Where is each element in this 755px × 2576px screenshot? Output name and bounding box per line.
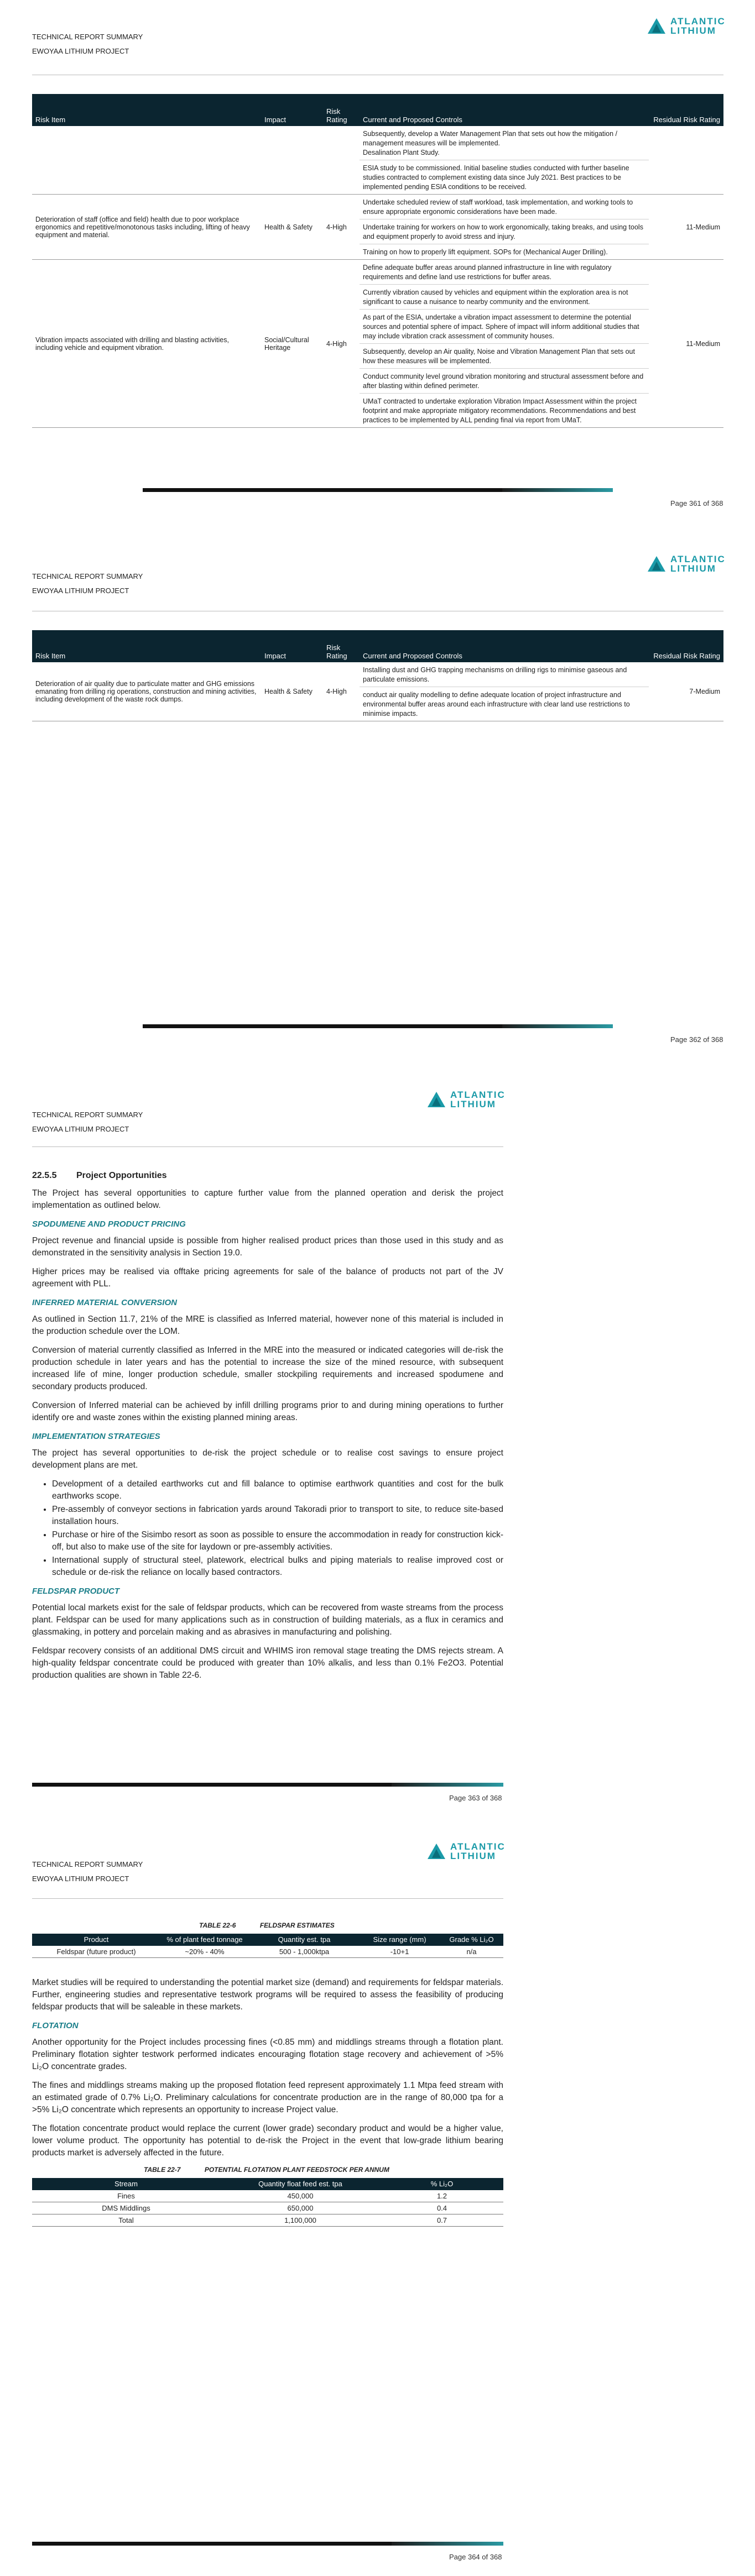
header-project: EWOYAA LITHIUM PROJECT [32, 1125, 129, 1133]
residual-cell: 7-Medium [649, 662, 723, 721]
page-362 [0, 531, 755, 1061]
rating-cell: 4-High [323, 260, 360, 428]
page-number: Page 364 of 368 [449, 2553, 502, 2561]
col-controls: Current and Proposed Controls [360, 630, 649, 662]
control-item: ESIA study to be commissioned. Initial baseline studies conducted with further baseline studies contracted to complement existing data since July 2021. Best practices to be implemented pending ESIA conditions to be received. [363, 164, 629, 191]
col-residual-rating: Residual Risk Rating [649, 630, 723, 662]
company-logo: ATLANTIC LITHIUM [647, 17, 726, 35]
col-impact: Impact [261, 94, 323, 126]
company-logo: ATLANTIC LITHIUM [427, 1090, 506, 1109]
impact-cell: Health & Safety [261, 195, 323, 260]
footer-bar [143, 1024, 613, 1028]
report-header [32, 1108, 143, 1137]
report-body [32, 1977, 503, 2166]
subheading: FELDSPAR PRODUCT [32, 1587, 120, 1596]
paragraph: Market studies will be required to understanding the potential market size (demand) and requirements for feldspar materials. Further, engineering studies and representative testwork programs will be required to assess the feasibility of producing feldspar products that will be saleable in these markets. [32, 1978, 503, 2012]
paragraph: As outlined in Section 11.7, 21% of the MRE is classified as Inferred material, however none of this material is included in the production schedule over the LOM. [32, 1315, 503, 1336]
col-quantity: Quantity est. tpa [249, 1934, 360, 1946]
impact-cell: Health & Safety [261, 662, 323, 721]
col-size: Size range (mm) [360, 1934, 440, 1946]
control-item: Currently vibration caused by vehicles and equipment within the exploration area is not significant to cause a nuisance to nearby community and the environment. [360, 285, 649, 310]
list-item: • Development of a detailed earthworks cut and fill balance to optimise earthwork quantities and cost for the bulk earthworks scope. [52, 1478, 503, 1502]
subheading: FLOTATION [32, 2021, 79, 2030]
table-row: DMS Middlings 650,000 0.4 [32, 2202, 503, 2214]
header-title: TECHNICAL REPORT SUMMARY [32, 1111, 143, 1119]
caption-title: FELDSPAR ESTIMATES [259, 1921, 335, 1929]
control-item: Undertake scheduled review of staff workload, task implementation, and working tools to ensure appropriate ergonomic considerations have been made. [360, 195, 649, 219]
table-row: Fines 450,000 1.2 [32, 2190, 503, 2202]
control-item: Undertake training for workers on how to work ergonomically, taking breaks, and using tools and equipment properly to avoid stress and injury. [360, 219, 649, 244]
list-item: • Purchase or hire of the Sisimbo resort as soon as possible to ensure the accommodation in ready for construction kick-off, but also to make use of the site for laydown or pre-assembly activities. [52, 1529, 503, 1553]
rating-cell: 4-High [323, 662, 360, 721]
impact-cell [261, 126, 323, 195]
paragraph: Higher prices may be realised via offtake pricing agreements for sale of the balance of products not part of the JV agreement with PLL. [32, 1267, 503, 1289]
table-row [32, 260, 723, 428]
control-item: Define adequate buffer areas around planned infrastructure in line with regulatory requirements and define land use restrictions for buffer areas. [360, 260, 649, 285]
risk-table [32, 94, 723, 428]
table-row [32, 662, 723, 721]
page-number: Page 362 of 368 [670, 1035, 723, 1044]
control-item: UMaT contracted to undertake exploration Vibration Impact Assessment within the project footprint and make appropriate mitigatory recommendations. Recommendations and best practices to be implemented by ALL pending final via report from UMaT. [363, 397, 637, 424]
impact-cell: Social/Cultural Heritage [261, 260, 323, 428]
control-item: Training on how to properly lift equipment. SOPs for (Mechanical Auger Drilling). [363, 248, 608, 256]
risk-item-cell: Deterioration of staff (office and field) health due to poor workplace ergonomics and repetitive/monotonous tasks including, lifting of heavy equipment and material. [32, 195, 261, 260]
logo-triangle-icon [427, 1091, 446, 1108]
col-quantity: Quantity float feed est. tpa [220, 2178, 381, 2190]
report-header [32, 1857, 143, 1886]
list-item: • International supply of structural steel, platework, electrical bulks and piping materials to realise improved cost or schedule or de-risk the reliance on locally based contractors. [52, 1554, 503, 1579]
col-risk-rating: Risk Rating [323, 94, 360, 126]
paragraph: Conversion of Inferred material can be achieved by infill drilling programs prior to and during mining operations to further identify ore and waste zones within the existing planned mining areas. [32, 1401, 503, 1422]
table-row [32, 195, 723, 260]
residual-cell: 11-Medium [649, 195, 723, 260]
report-header [32, 569, 143, 598]
header-divider [32, 1898, 503, 1899]
section-heading [32, 1170, 503, 1182]
subheading: SPODUMENE AND PRODUCT PRICING [32, 1219, 186, 1229]
control-item: Subsequently, develop a Water Management Plan that sets out how the mitigation / management measures will be implemented. Desalination Plant Study. [360, 126, 649, 160]
paragraph: The project has several opportunities to de-risk the project schedule or to realise cost savings to ensure project development plans are met. [32, 1448, 503, 1470]
risk-table-header [32, 94, 723, 126]
controls-cell [360, 126, 649, 195]
risk-table-header [32, 630, 723, 662]
paragraph: The fines and middlings streams making up the proposed flotation feed represent approximately 1.1 Mtpa feed stream with an estimated grade of 0.7% Li₂O. Preliminary calculations for concentrate production are in the range of 80,000 tpa for a >5% Li₂O concentrate which represents an opportunity to increase Project value. [32, 2081, 503, 2114]
table-row: Feldspar (future product) ~20% - 40% 500 - 1,000ktpa -10+1 n/a [32, 1946, 503, 1958]
paragraph: The Project has several opportunities to capture further value from the planned operation and derisk the project implementation as outlined below. [32, 1188, 503, 1210]
flotation-table [32, 2178, 503, 2227]
paragraph: Feldspar recovery consists of an additional DMS circuit and WHIMS iron removal stage treating the DMS rejects stream. A high-quality feldspar concentrate could be produced with greater than 10% alkalis, and less than 0.1% Fe2O3. Potential production qualities are shown in Table 22-6. [32, 1646, 503, 1680]
report-body [32, 1170, 503, 1688]
subheading: INFERRED MATERIAL CONVERSION [32, 1298, 177, 1307]
caption-title: POTENTIAL FLOTATION PLANT FEEDSTOCK PER ANNUM [204, 2166, 389, 2174]
col-controls: Current and Proposed Controls [360, 94, 649, 126]
company-logo: ATLANTIC LITHIUM [647, 554, 726, 573]
company-logo: ATLANTIC LITHIUM [427, 1842, 506, 1861]
control-item: conduct air quality modelling to define adequate location of project infrastructure and environmental buffer areas around each infrastructure with clear land use restrictions to minimise impacts. [363, 691, 630, 718]
caption-number: TABLE 22-7 [144, 2166, 181, 2174]
header-project: EWOYAA LITHIUM PROJECT [32, 587, 129, 595]
col-residual-rating: Residual Risk Rating [649, 94, 723, 126]
header-title: TECHNICAL REPORT SUMMARY [32, 1860, 143, 1868]
paragraph: Conversion of material currently classified as Inferred in the MRE into the measured or indicated categories will de-risk the production schedule in later years and has the potential to increase the size of the mined resource, with subsequent increased life of mine, longer production schedule, smaller stockpiling requirements and increased spodumene and secondary products produced. [32, 1345, 503, 1391]
logo-triangle-icon [427, 1842, 446, 1860]
paragraph: The flotation concentrate product would replace the current (lower grade) secondary product and would be a higher value, lower volume product. The opportunity has potential to de-risk the Project in the event that low-grade lithium bearing products market is adversely affected in the future. [32, 2124, 503, 2158]
table-caption [199, 1921, 335, 1929]
col-product: Product [32, 1934, 160, 1946]
control-item: Conduct community level ground vibration monitoring and structural assessment before and after blasting within defined perimeter. [360, 369, 649, 394]
table-caption [144, 2166, 389, 2174]
page-364 [0, 1813, 755, 2576]
risk-item-cell: Deterioration of air quality due to particulate matter and GHG emissions emanating from drilling rig operations, construction and mining activities, including development of the waste rock dumps. [32, 662, 261, 721]
table-header [32, 1934, 503, 1946]
residual-cell: 11-Medium [649, 260, 723, 428]
page-361 [0, 0, 755, 531]
controls-cell [360, 195, 649, 260]
col-impact: Impact [261, 630, 323, 662]
risk-item-cell: Vibration impacts associated with drilling and blasting activities, including vehicle and equipment vibration. [32, 260, 261, 428]
section-title: Project Opportunities [76, 1171, 167, 1180]
logo-triangle-icon [647, 17, 666, 35]
header-project: EWOYAA LITHIUM PROJECT [32, 47, 129, 55]
footer-bar [32, 1783, 503, 1787]
col-feed: % of plant feed tonnage [160, 1934, 249, 1946]
col-grade: % Li₂O [381, 2178, 503, 2190]
col-risk-item: Risk Item [32, 630, 261, 662]
table-header [32, 2178, 503, 2190]
risk-item-cell [32, 126, 261, 195]
header-divider [32, 1146, 503, 1147]
subheading: IMPLEMENTATION STRATEGIES [32, 1432, 160, 1441]
col-grade: Grade % Li₂O [440, 1934, 503, 1946]
control-item: Installing dust and GHG trapping mechanisms on drilling rigs to minimise gaseous and particulate emissions. [360, 662, 649, 687]
section-number: 22.5.5 [32, 1171, 57, 1180]
bullet-list [32, 1478, 503, 1579]
controls-cell [360, 260, 649, 428]
residual-cell [649, 126, 723, 195]
col-risk-rating: Risk Rating [323, 630, 360, 662]
controls-cell [360, 662, 649, 721]
rating-cell [323, 126, 360, 195]
footer-bar [32, 2542, 503, 2546]
control-item: Subsequently, develop an Air quality, Noise and Vibration Management Plan that sets out how these measures will be implemented. [360, 344, 649, 369]
page-363 [0, 1061, 755, 1813]
page-number: Page 361 of 368 [670, 499, 723, 507]
header-project: EWOYAA LITHIUM PROJECT [32, 1875, 129, 1883]
col-stream: Stream [32, 2178, 220, 2190]
header-title: TECHNICAL REPORT SUMMARY [32, 572, 143, 580]
risk-table [32, 630, 723, 721]
header-title: TECHNICAL REPORT SUMMARY [32, 33, 143, 41]
table-row: Total 1,100,000 0.7 [32, 2214, 503, 2227]
list-item: • Pre-assembly of conveyor sections in fabrication yards around Takoradi prior to transport to site, to reduce site-based installation hours. [52, 1504, 503, 1528]
feldspar-table [32, 1934, 503, 1958]
page-number: Page 363 of 368 [449, 1794, 502, 1802]
report-header [32, 30, 143, 59]
paragraph: Potential local markets exist for the sale of feldspar products, which can be recovered from waste streams from the process plant. Feldspar can be used for many applications such as in construction of building materials, as a flux in ceramics and glassmaking, in pottery and porcelain making and as abrasives in manufacturing and polishing. [32, 1603, 503, 1637]
table-row [32, 126, 723, 195]
footer-bar [143, 488, 613, 492]
paragraph: Another opportunity for the Project includes processing fines (<0.85 mm) and middlings streams through a flotation plant. Preliminary flotation sighter testwork performed indicates encouraging flotation stage recovery and achievement of >5% Li₂O concentrate grades. [32, 2038, 503, 2071]
col-risk-item: Risk Item [32, 94, 261, 126]
paragraph: Project revenue and financial upside is possible from higher realised product prices than those used in this study and as demonstrated in the sensitivity analysis in Section 19.0. [32, 1236, 503, 1258]
logo-triangle-icon [647, 555, 666, 573]
rating-cell: 4-High [323, 195, 360, 260]
caption-number: TABLE 22-6 [199, 1921, 236, 1929]
control-item: As part of the ESIA, undertake a vibration impact assessment to determine the potential sources and potential sphere of impact. Sphere of impact will inform additional studies that may include vibration crack assessment of community houses. [360, 310, 649, 344]
